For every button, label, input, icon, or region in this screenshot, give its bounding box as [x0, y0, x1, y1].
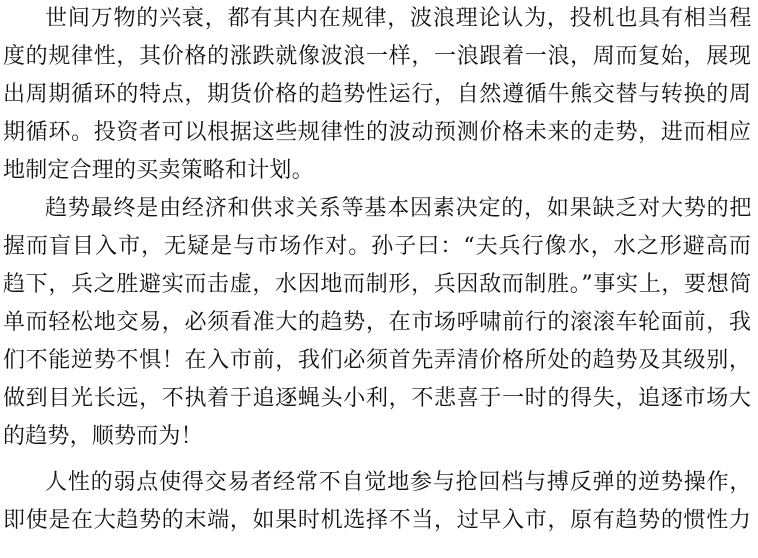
text-line: 地制定合理的买卖策略和计划。 [3, 158, 314, 183]
text-line: 度的规律性，其价格的涨跌就像波浪一样，一浪跟着一浪，周而复始，展现 [3, 44, 752, 69]
text-line: 做到目光长远，不执着于追逐蝇头小利，不悲喜于一时的得失，追逐市场大 [3, 386, 752, 411]
text-line: 人性的弱点使得交易者经常不自觉地参与抢回档与搏反弹的逆势操作， [45, 470, 753, 495]
text-line: 的趋势，顺势而为！ [3, 424, 203, 449]
text-line: 即使是在大趋势的末端，如果时机选择不当，过早入市，原有趋势的惯性力 [3, 508, 752, 533]
text-line: 趋下，兵之胜避实而击虚，水因地而制形，兵因敌而制胜。”事实上，要想简 [3, 272, 753, 297]
text-line: 单而轻松地交易，必须看准大的趋势，在市场呼啸前行的滚滚车轮面前，我 [3, 310, 752, 335]
text-line: 出周期循环的特点，期货价格的趋势性运行，自然遵循牛熊交替与转换的周 [3, 82, 752, 107]
text-line: 期循环。投资者可以根据这些规律性的波动预测价格未来的走势，进而相应 [3, 120, 752, 145]
text-line: 世间万物的兴衰，都有其内在规律，波浪理论认为，投机也具有相当程 [45, 6, 753, 31]
text-line: 们不能逆势不惧！在入市前，我们必须首先弄清价格所处的趋势及其级别， [3, 348, 752, 373]
text-line: 趋势最终是由经济和供求关系等基本因素决定的，如果缺乏对大势的把 [45, 196, 753, 221]
text-line: 握而盲目入市，无疑是与市场作对。孙子曰：“夫兵行像水，水之形避高而 [3, 234, 752, 259]
